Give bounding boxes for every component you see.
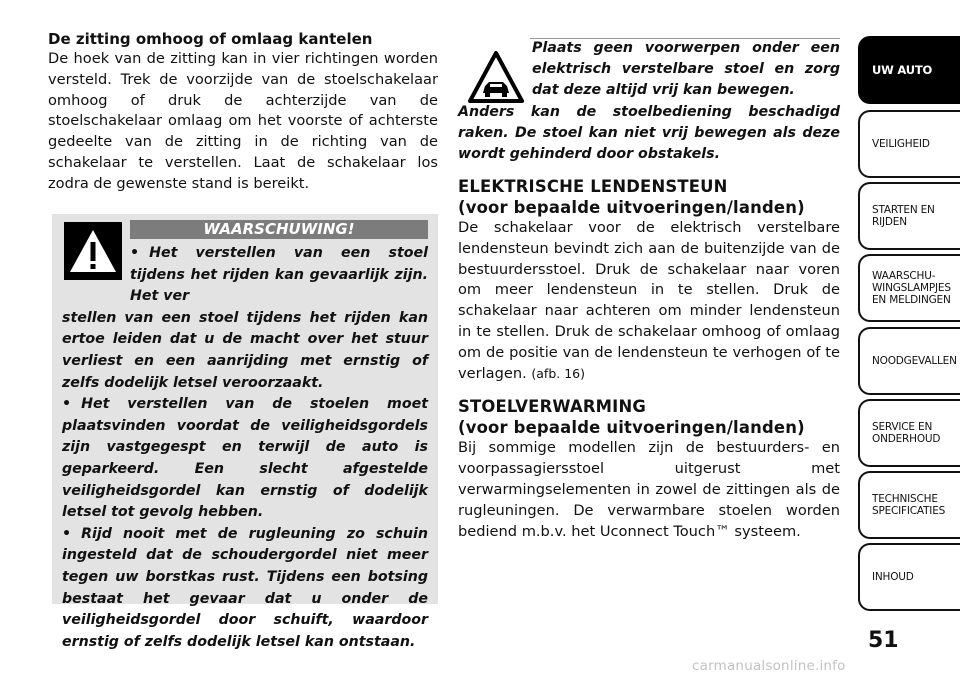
tab-veiligheid[interactable] bbox=[858, 110, 960, 178]
warning-box bbox=[52, 214, 438, 650]
tab-service-en-onderhoud[interactable] bbox=[858, 399, 960, 467]
tab-label: VEILIGHEID bbox=[872, 138, 930, 150]
tab-label: STARTEN EN RIJDEN bbox=[872, 204, 935, 228]
heating-title: STOELVERWARMING bbox=[458, 397, 647, 417]
warning-item-2: Het verstellen van de stoelen moet plaatsvinden voordat de veiligheidsgordels zijn vastgegespt en terwijl de auto is geparkeerd. Een slecht afgestelde veiligheidsgordel kan ernstig of dodelijk letsel tot gevolg hebben. bbox=[62, 396, 428, 521]
bullet: • bbox=[130, 245, 140, 261]
left-column bbox=[48, 30, 438, 195]
tab-label: TECHNISCHE SPECIFICATIES bbox=[872, 493, 946, 517]
tab-uw-auto[interactable] bbox=[858, 36, 960, 104]
tab-label: SERVICE EN ONDERHOUD bbox=[872, 421, 941, 445]
warning-triangle-icon bbox=[64, 222, 122, 280]
watermark: carmanualsonline.info bbox=[692, 658, 846, 674]
lumbar-subtitle: (voor bepaalde uitvoeringen/landen) bbox=[458, 198, 805, 217]
lumbar-title: ELEKTRISCHE LENDENSTEUN bbox=[458, 177, 728, 196]
warning-item-3: Rijd nooit met de rugleuning zo schuin ingesteld dat de schoudergordel niet meer tegen uw borstkas rust. Tijdens een botsing bestaat het gevaar dat u onder de veiligheidsgordel door schuift, waardoor ernstig of zelfs dodelijk letsel kan ontstaan. bbox=[62, 525, 428, 650]
tab-label: UW AUTO bbox=[872, 63, 933, 77]
warning-item-1-rest: stellen van een stoel tijdens het rijden kan ertoe leiden dat u de macht over het stuur verliest en een aanrijding met ernstig of zelfs dodelijk letsel veroorzaakt. bbox=[62, 309, 428, 391]
page-number: 51 bbox=[868, 628, 899, 653]
car-seat-warning-icon bbox=[468, 50, 524, 106]
tab-label: NOODGEVALLEN bbox=[872, 355, 957, 367]
figure-reference: (afb. 16) bbox=[531, 365, 585, 381]
note-lead: Plaats geen voorwerpen onder een elektrisch verstelbare stoel en zorg dat deze altijd vrij kan bewegen. bbox=[532, 40, 840, 99]
warning-item-1-lead: Het verstellen van een stoel tijdens het rijden kan gevaarlijk zijn. Het ver bbox=[130, 245, 428, 305]
tab-waarschuwingslampjes[interactable] bbox=[858, 254, 960, 322]
lumbar-paragraph bbox=[458, 218, 840, 384]
chapter-tabs bbox=[858, 0, 960, 678]
note-divider bbox=[530, 38, 840, 39]
tab-starten-en-rijden[interactable] bbox=[858, 182, 960, 250]
tab-label: WAARSCHU- WINGSLAMPJES EN MELDINGEN bbox=[872, 270, 951, 306]
seat-note bbox=[458, 30, 840, 168]
tab-label: INHOUD bbox=[872, 571, 914, 583]
warning-text bbox=[62, 243, 428, 653]
warning-title: WAARSCHUWING! bbox=[130, 220, 428, 239]
lumbar-text: De schakelaar voor de elektrisch verstelbare lendensteun bevindt zich aan de buitenzijde van de bestuurdersstoel. Druk de schakelaar naar voren om meer lendensteun in te stellen. Druk de schakelaar naar achteren om minder lendensteun in te stellen. Druk de schakelaar omhoog of omlaag om de positie van de lendensteun te verhogen of te verlagen. bbox=[458, 219, 840, 382]
heating-paragraph: Bij sommige modellen zijn de bestuurders- en voorpassagiersstoel uitgerust met verwarmingselementen in zowel de zittingen als de rugleuningen. De verwarmbare stoelen worden bediend m.b.v. het Uconnect Touch™ systeem. bbox=[458, 439, 840, 540]
tab-noodgevallen[interactable] bbox=[858, 327, 960, 395]
tab-technische-specificaties[interactable] bbox=[858, 471, 960, 539]
note-rest: Anders kan de stoelbediening beschadigd raken. De stoel kan niet vrij bewegen als deze wordt gehinderd door obstakels. bbox=[458, 103, 840, 163]
heating-subtitle: (voor bepaalde uitvoeringen/landen) bbox=[458, 418, 805, 438]
tilt-paragraph: De hoek van de zitting kan in vier richtingen worden versteld. Trek de voorzijde van de stoelschakelaar omhoog of druk de achterzijde van de stoelschakelaar omlaag om het voorste of achterste gedeelte van de zitting in de richting van de schakelaar te verstellen. Laat de schakelaar los zodra de gewenste stand is bereikt. bbox=[48, 50, 438, 192]
section-heading-tilt: De zitting omhoog of omlaag kantelen bbox=[48, 30, 373, 48]
bullet: • bbox=[62, 525, 72, 542]
right-column bbox=[458, 30, 840, 542]
bullet: • bbox=[62, 396, 72, 413]
tab-inhoud[interactable] bbox=[858, 543, 960, 611]
